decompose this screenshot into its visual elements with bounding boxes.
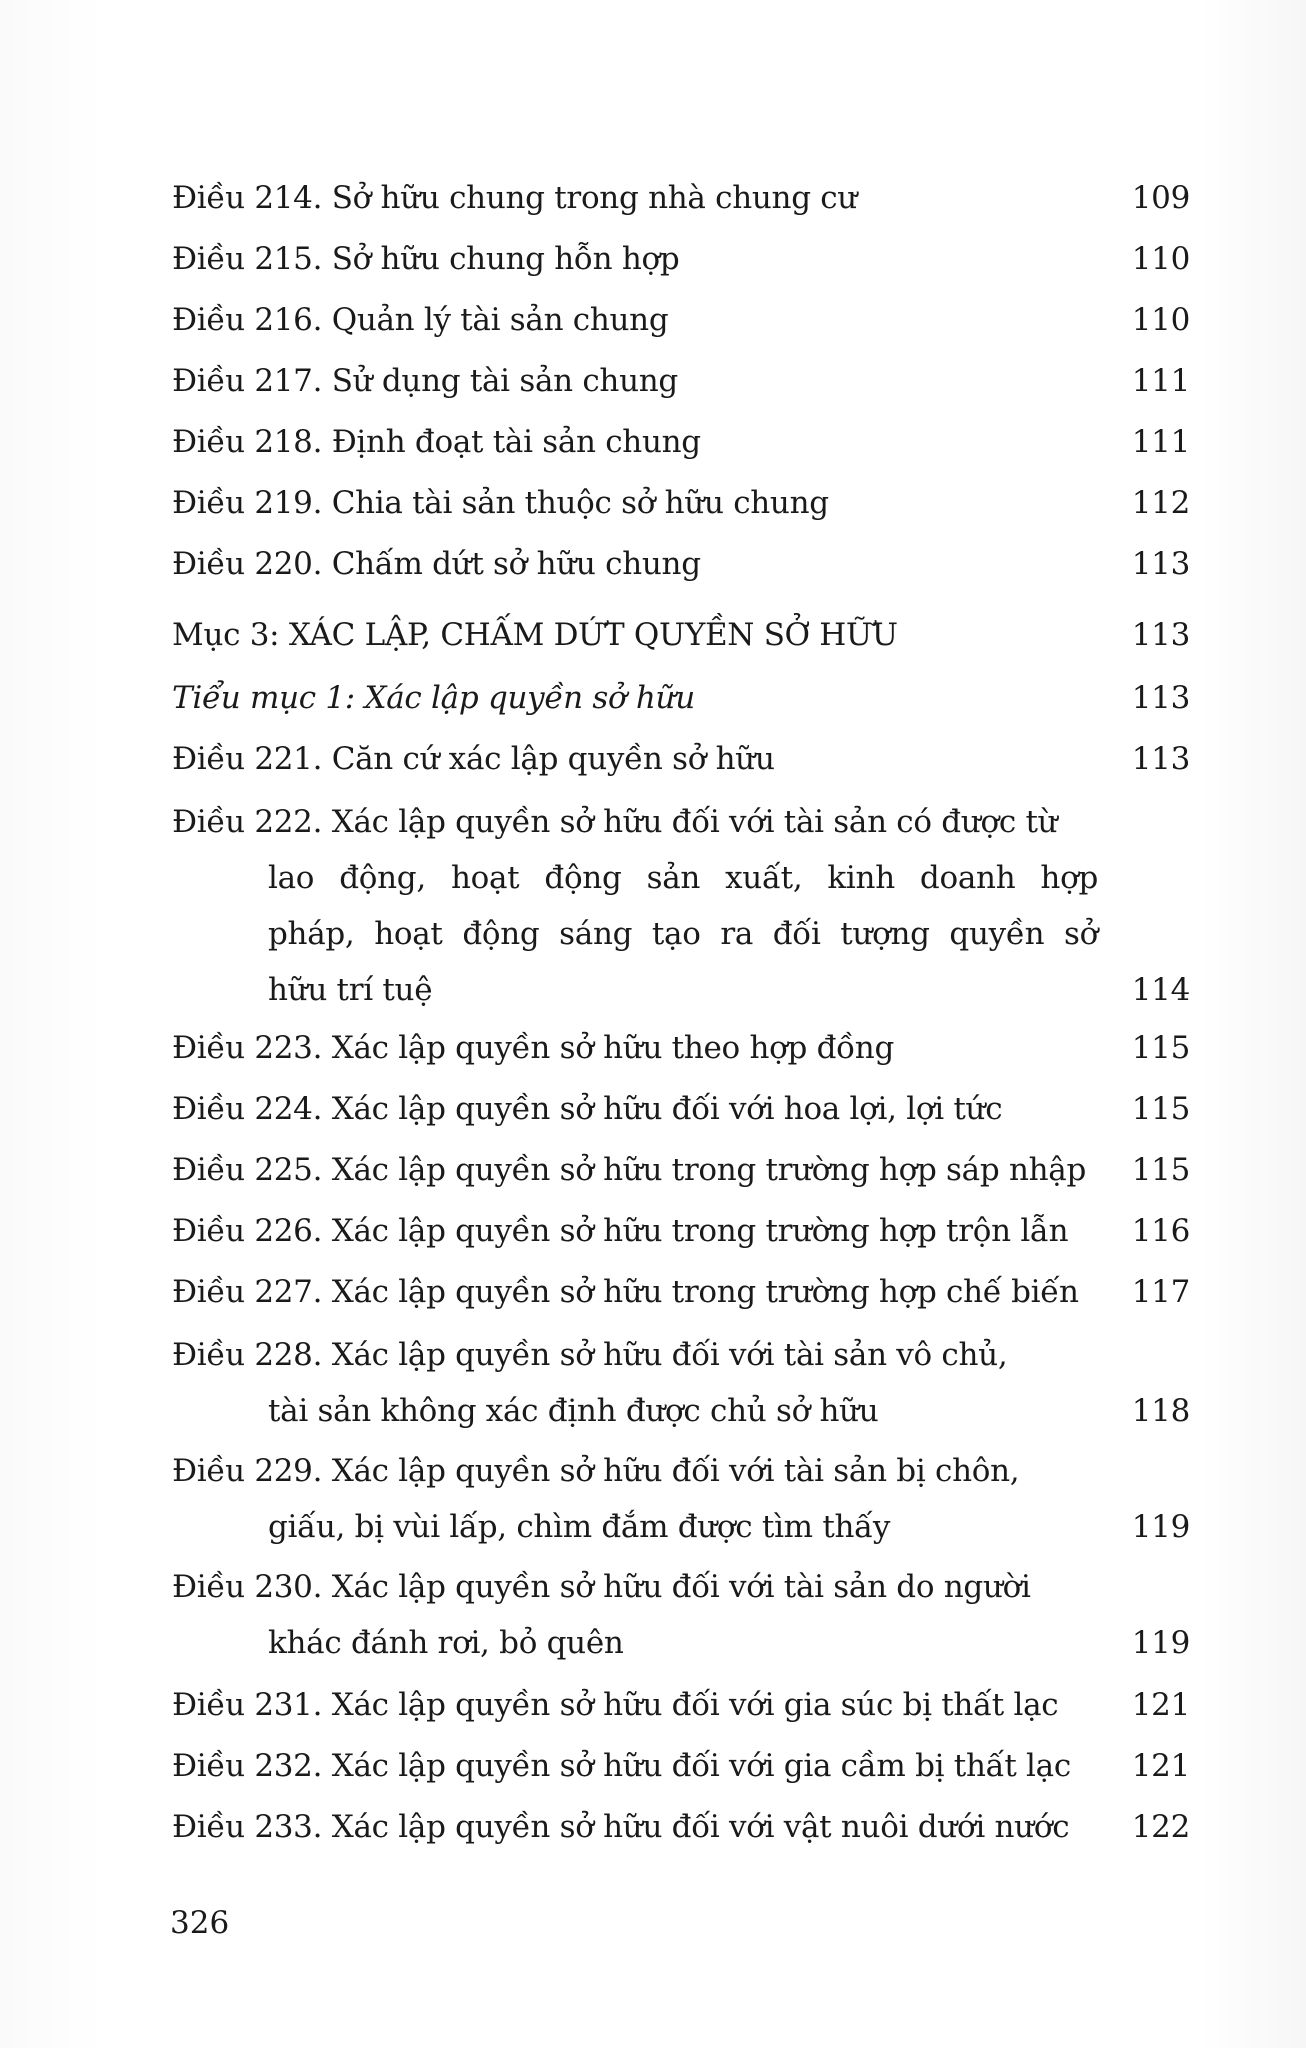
toc-entry-title: Điều 220. Chấm dứt sở hữu chung <box>172 546 701 582</box>
toc-entry-title: Điều 232. Xác lập quyền sở hữu đối với gia cầm bị thất lạc <box>172 1748 1071 1784</box>
page-number: 326 <box>170 1905 230 1941</box>
toc-entry-page: 119 <box>1131 1509 1190 1545</box>
toc-entry-title: Điều 224. Xác lập quyền sở hữu đối với hoa lợi, lợi tức <box>172 1091 1003 1127</box>
toc-subsection-title: Tiểu mục 1: Xác lập quyền sở hữu <box>172 680 695 716</box>
toc-entry-page: 112 <box>1131 485 1190 521</box>
toc-entry-page: 111 <box>1131 363 1190 399</box>
toc-entry <box>172 1079 1190 1140</box>
toc-entry <box>172 1262 1190 1323</box>
toc-entry <box>172 1736 1190 1797</box>
toc-entry-title: Điều 226. Xác lập quyền sở hữu trong trường hợp trộn lẫn <box>172 1213 1069 1249</box>
toc-entry <box>172 1559 1190 1671</box>
toc-entry-page: 119 <box>1131 1625 1190 1661</box>
toc-entry-title: Điều 227. Xác lập quyền sở hữu trong trường hợp chế biến <box>172 1274 1079 1310</box>
toc-entry-line: khác đánh rơi, bỏ quên <box>268 1625 624 1661</box>
toc-entry <box>172 351 1190 412</box>
toc-entry-title: Điều 218. Định đoạt tài sản chung <box>172 424 701 460</box>
toc-entry-page: 113 <box>1131 617 1190 653</box>
toc-entry-line: tài sản không xác định được chủ sở hữu <box>268 1393 879 1429</box>
toc-entry-page: 121 <box>1131 1748 1190 1784</box>
toc-entry <box>172 1140 1190 1201</box>
toc-entry-title: Điều 217. Sử dụng tài sản chung <box>172 363 678 399</box>
toc-entry-page: 115 <box>1131 1152 1190 1188</box>
toc-entry <box>172 729 1190 790</box>
toc-entry-line: hữu trí tuệ <box>268 972 433 1008</box>
toc-entry <box>172 168 1190 229</box>
toc-entry <box>172 1327 1190 1439</box>
toc-entry-page: 109 <box>1131 180 1190 216</box>
toc-entry-page: 121 <box>1131 1687 1190 1723</box>
toc-entry <box>172 473 1190 534</box>
toc-entry-page: 114 <box>1131 972 1190 1008</box>
toc-entry-line: Điều 229. Xác lập quyền sở hữu đối với tài sản bị chôn, <box>172 1453 1020 1489</box>
toc-entry-line: Điều 230. Xác lập quyền sở hữu đối với tài sản do người <box>172 1569 1031 1605</box>
toc-section-heading <box>172 605 1190 666</box>
toc-entry-page: 118 <box>1131 1393 1190 1429</box>
toc-entry-line: Điều 222. Xác lập quyền sở hữu đối với tài sản có được từ <box>172 804 1058 840</box>
toc-entry-title: Điều 216. Quản lý tài sản chung <box>172 302 669 338</box>
toc-entry-title <box>172 1327 1190 1439</box>
toc-entry <box>172 1443 1190 1555</box>
toc-entry-page: 110 <box>1131 302 1190 338</box>
toc-entry-title: Điều 223. Xác lập quyền sở hữu theo hợp đồng <box>172 1030 894 1066</box>
toc-entry-line: lao động, hoạt động sản xuất, kinh doanh hợp <box>268 860 1098 896</box>
toc-section-title: Mục 3: XÁC LẬP, CHẤM DỨT QUYỀN SỞ HỮU <box>172 617 898 653</box>
toc-entry-line: giấu, bị vùi lấp, chìm đắm được tìm thấy <box>268 1509 891 1545</box>
toc-entry-page: 117 <box>1131 1274 1190 1310</box>
toc-entry <box>172 534 1190 595</box>
toc-entry-title <box>172 1559 1190 1671</box>
toc-entry-page: 113 <box>1131 680 1190 716</box>
toc-entry-line: pháp, hoạt động sáng tạo ra đối tượng quyền sở <box>268 916 1098 952</box>
toc-entry-page: 115 <box>1131 1030 1190 1066</box>
toc-entry-title: Điều 219. Chia tài sản thuộc sở hữu chung <box>172 485 829 521</box>
toc-entry-line: Điều 228. Xác lập quyền sở hữu đối với tài sản vô chủ, <box>172 1337 1008 1373</box>
table-of-contents <box>172 168 1190 1858</box>
toc-entry-title: Điều 225. Xác lập quyền sở hữu trong trường hợp sáp nhập <box>172 1152 1087 1188</box>
toc-entry-page: 122 <box>1131 1809 1190 1845</box>
toc-entry-title: Điều 231. Xác lập quyền sở hữu đối với gia súc bị thất lạc <box>172 1687 1059 1723</box>
toc-entry <box>172 1675 1190 1736</box>
toc-entry-title <box>172 794 1190 1018</box>
toc-entry <box>172 290 1190 351</box>
toc-entry <box>172 1018 1190 1079</box>
toc-entry <box>172 1797 1190 1858</box>
toc-entry-page: 113 <box>1131 741 1190 777</box>
toc-entry-title: Điều 233. Xác lập quyền sở hữu đối với vật nuôi dưới nước <box>172 1809 1070 1845</box>
toc-entry-page: 111 <box>1131 424 1190 460</box>
toc-subsection-heading <box>172 668 1190 729</box>
toc-entry <box>172 412 1190 473</box>
toc-entry-page: 116 <box>1131 1213 1190 1249</box>
toc-entry-title: Điều 214. Sở hữu chung trong nhà chung cư <box>172 180 858 216</box>
toc-entry-page: 110 <box>1131 241 1190 277</box>
toc-entry-title: Điều 221. Căn cứ xác lập quyền sở hữu <box>172 741 775 777</box>
toc-entry <box>172 794 1190 1018</box>
toc-entry-page: 113 <box>1131 546 1190 582</box>
toc-entry <box>172 1201 1190 1262</box>
toc-entry-title <box>172 1443 1190 1555</box>
toc-entry <box>172 229 1190 290</box>
toc-entry-page: 115 <box>1131 1091 1190 1127</box>
toc-entry-title: Điều 215. Sở hữu chung hỗn hợp <box>172 241 680 277</box>
